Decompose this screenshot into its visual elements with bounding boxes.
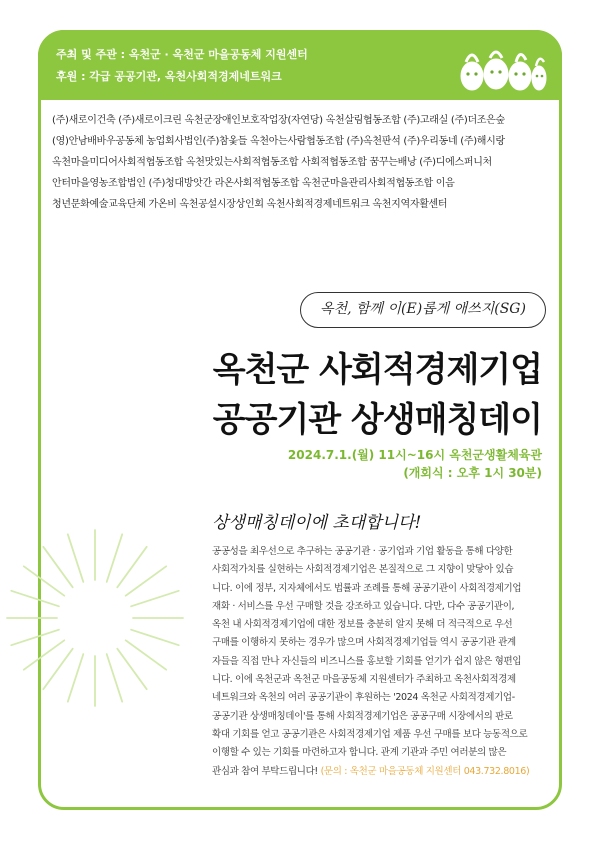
burst-ray bbox=[117, 649, 146, 690]
burst-ray bbox=[11, 630, 59, 646]
organizer-line: 주최 및 주관 : 옥천군 · 옥천군 마을공동체 지원센터 bbox=[56, 48, 308, 61]
opening-ceremony-time: (개회식 : 오후 1시 30분) bbox=[403, 466, 542, 480]
burst-ray bbox=[68, 534, 84, 582]
contact-info: (문의 : 옥천군 마을공동체 지원센터 043.732.8016) bbox=[320, 765, 530, 777]
burst-ray bbox=[126, 566, 167, 595]
body-closing-line bbox=[212, 763, 540, 781]
main-title-line1: 옥천군 사회적경제기업 bbox=[212, 350, 542, 390]
header-banner bbox=[38, 30, 562, 100]
vegetable-mascots-icon bbox=[456, 40, 548, 98]
burst-ray bbox=[24, 566, 65, 595]
burst-ray bbox=[43, 649, 72, 690]
burst-ray bbox=[126, 640, 167, 669]
body-line: 자들을 직접 만나 자신들의 비즈니스를 홍보할 기회를 얻기가 쉽지 않은 형편입 bbox=[212, 655, 522, 667]
burst-ray bbox=[11, 591, 59, 607]
burst-ray bbox=[68, 654, 84, 702]
body-line: 공공기관 상생매칭데이'를 통해 사회적경제기업은 공공구매 시장에서의 판로 bbox=[212, 710, 513, 722]
body-line: 재화 · 서비스를 우선 구매할 것을 강조하고 있습니다. 다만, 다수 공공기관이, bbox=[212, 600, 515, 612]
burst-ray bbox=[107, 654, 123, 702]
slogan-badge: 옥천, 함께 이(E)롭게 애쓰지(SG) bbox=[300, 292, 546, 328]
organization-row: 안터마을영농조합법인 (주)청대방앗간 라온사회적협동조합 옥천군마을관리사회적협동조합 이음 bbox=[52, 178, 455, 189]
organization-row: (주)새로이건축 (주)새로이크린 옥천군장애인보호작업장(자연당) 옥천살림협동조합 (주)고래실 (주)더조은숲 bbox=[52, 115, 505, 126]
body-line: 니다. 이에 정부, 지자체에서도 법률과 조례를 통해 공공기관이 사회적경제기업 bbox=[212, 582, 522, 594]
body-line: 네트워크와 옥천의 여러 공공기관이 후원하는 '2024 옥천군 사회적경제기업- bbox=[212, 692, 515, 704]
participating-organizations bbox=[52, 110, 552, 215]
burst-ray bbox=[131, 630, 179, 646]
body-line: 확대 기회를 얻고 공공기관은 사회적경제기업 제품 우선 구매를 보다 능동적으로 bbox=[212, 728, 528, 740]
burst-ray bbox=[43, 547, 72, 588]
body-line: 옥천 내 사회적경제기업에 대한 정보를 충분히 알지 못해 더 적극적으로 우선 bbox=[212, 619, 513, 631]
body-line: 사회적가치를 실현하는 사회적경제기업은 본질적으로 그 지향이 맞닿아 있습 bbox=[212, 564, 514, 576]
body-line: 이행할 수 있는 기회를 마련하고자 합니다. 관계 기관과 주민 여러분의 많은 bbox=[212, 747, 507, 759]
burst-ray bbox=[107, 534, 123, 582]
invitation-body bbox=[212, 543, 540, 781]
firework-decoration-icon bbox=[0, 498, 190, 738]
burst-ray bbox=[117, 547, 146, 588]
event-datetime: 2024.7.1.(월) 11시~16시 옥천군생활체육관 bbox=[287, 448, 542, 462]
sponsor-line: 후원 : 각급 공공기관, 옥천사회적경제네트워크 bbox=[56, 70, 282, 83]
organization-row: 청년문화예술교육단체 가온비 옥천공설시장상인회 옥천사회적경제네트워크 옥천지역자활센터 bbox=[52, 199, 448, 210]
invite-heading: 상생매칭데이에 초대합니다! bbox=[212, 513, 422, 533]
main-title-line2: 공공기관 상생매칭데이 bbox=[212, 400, 542, 440]
burst-ray bbox=[24, 640, 65, 669]
organization-row: 옥천마을미디어사회적협동조합 옥천맛있는사회적협동조합 사회적협동조합 꿈꾸는배낭 (주)디에스퍼니처 bbox=[52, 157, 492, 168]
body-line: 공공성을 최우선으로 추구하는 공공기관 · 공기업과 기업 활동을 통해 다양한 bbox=[212, 546, 513, 557]
closing-text: 관심과 참여 부탁드립니다! bbox=[212, 765, 318, 777]
body-line: 니다. 이에 옥천군과 옥천군 마을공동체 지원센터가 주최하고 옥천사회적경제 bbox=[212, 674, 516, 686]
body-line: 구매를 이행하지 못하는 경우가 많으며 사회적경제기업들 역시 공공기관 관계 bbox=[212, 637, 516, 649]
burst-ray bbox=[131, 591, 179, 607]
organization-row: (영)안남배바우공동체 농업회사법인(주)참옻들 옥천아는사람협동조합 (주)옥천판석 (주)우리동네 (주)해시랑 bbox=[52, 136, 505, 147]
